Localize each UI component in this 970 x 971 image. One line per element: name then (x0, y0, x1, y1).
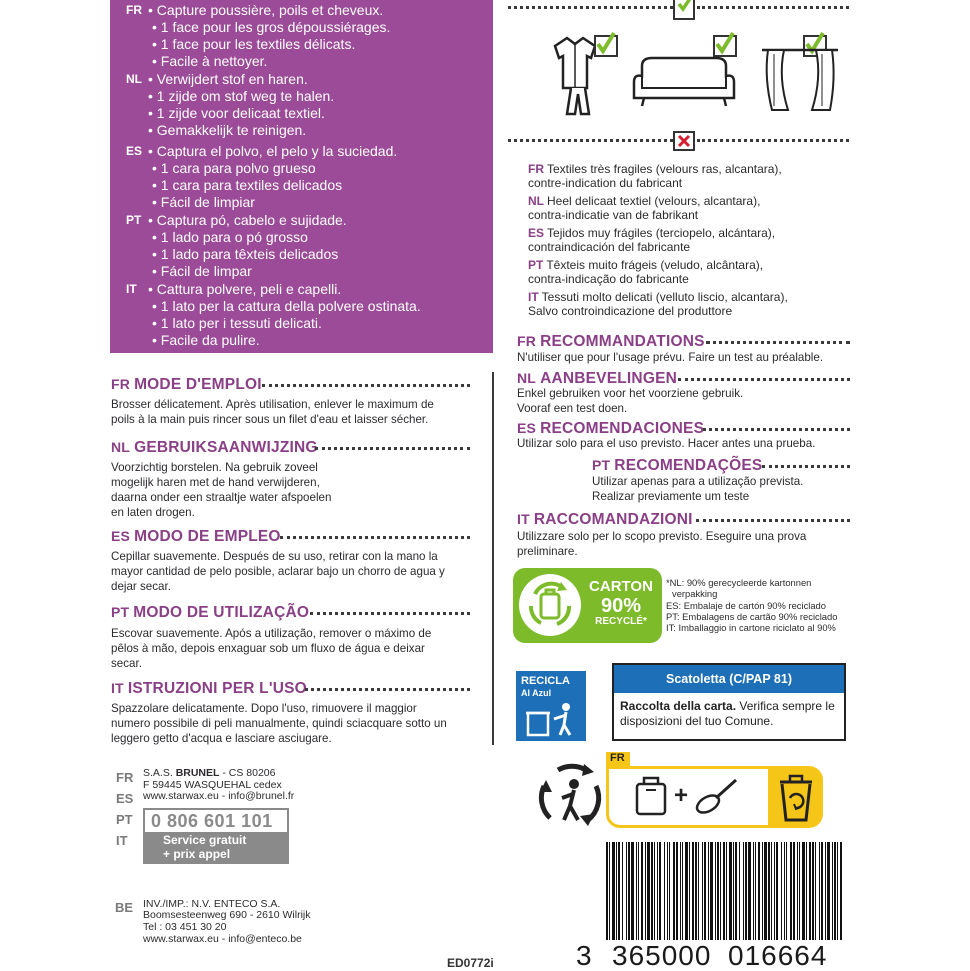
dotted-rule (508, 6, 673, 9)
barcode (606, 842, 842, 947)
feature-line: • 1 zijde om stof weg te halen. (148, 88, 335, 104)
reco-heading-fr: FR RECOMMANDATIONS (517, 333, 705, 350)
reco-text-nl: Vooraf een test doen. (517, 402, 628, 415)
barcode-bar (676, 842, 678, 940)
usage-heading-es: ES MODO DE EMPLEO (111, 528, 281, 545)
barcode-bar (647, 842, 650, 940)
dotted-rule (706, 341, 850, 344)
lang-label: IT (126, 282, 137, 296)
warning-line: contra-indicatie van de fabrikant (528, 208, 699, 222)
dotted-rule (310, 612, 470, 615)
feature-line: • 1 lato per la cattura della polvere ostinata. (152, 298, 421, 314)
check-icon (673, 0, 695, 20)
barcode-bar (821, 842, 823, 940)
barcode-bar (651, 842, 653, 940)
recycling-bin-icon (776, 772, 816, 824)
barcode-bar (616, 842, 617, 940)
barcode-bar (689, 842, 690, 940)
feature-line: • 1 lado para têxteis delicados (152, 246, 339, 262)
barcode-bar (626, 842, 627, 940)
carton-recycle: RECYCLÉ* (595, 616, 647, 627)
barcode-bar (797, 842, 798, 940)
reco-text-it: Utilizzare solo per lo scopo previsto. Eseguire una prova (517, 530, 807, 543)
barcode-bar (717, 842, 719, 940)
dotted-rule (697, 6, 849, 9)
dotted-rule (315, 447, 470, 450)
barcode-bar (657, 842, 658, 940)
barcode-bar (771, 842, 772, 940)
feature-line: • Capture poussière, poils et cheveux. (148, 2, 384, 18)
barcode-bar (802, 842, 805, 940)
feature-line: • 1 face pour les textiles délicats. (152, 36, 356, 52)
phone-service: + prix appel (163, 847, 231, 861)
barcode-bar (825, 842, 826, 940)
feature-line: • 1 face pour les gros dépoussiérages. (152, 19, 391, 35)
dotted-rule (762, 465, 850, 468)
barcode-bar (659, 842, 661, 940)
feature-line: • Fácil de limpiar (152, 194, 255, 210)
barcode-bar (609, 842, 610, 940)
cross-icon (673, 131, 695, 151)
usage-heading-it: IT ISTRUZIONI PER L'USO (111, 680, 307, 697)
barcode-bar (764, 842, 767, 940)
barcode-bar (781, 842, 782, 940)
feature-line: • Facile à nettoyer. (152, 53, 268, 69)
dotted-rule (508, 139, 673, 142)
barcode-bar (809, 842, 811, 940)
barcode-bar (606, 842, 608, 940)
box-icon (634, 774, 670, 818)
dotted-rule (697, 139, 849, 142)
barcode-bar (758, 842, 760, 940)
dotted-rule (262, 384, 470, 387)
carton-note: verpakking (672, 588, 718, 599)
barcode-bar (669, 842, 670, 940)
company-address: F 59445 WASQUEHAL cedex (143, 779, 282, 791)
info-tri-lang: FR (610, 752, 625, 764)
recycle-box-icon (521, 576, 579, 634)
barcode-bar (698, 842, 699, 940)
dotted-rule (280, 536, 470, 539)
reco-text-fr: N'utiliser que pour l'usage prévu. Faire un test au préalable. (517, 351, 824, 364)
feature-line: • 1 cara para polvo grueso (152, 160, 316, 176)
barcode-bar (685, 842, 688, 940)
barcode-bar (812, 842, 814, 940)
feature-line: • 1 lato per i tessuti delicati. (152, 315, 322, 331)
company-line: S.A.S. BRUNEL - CS 80206 (143, 767, 276, 779)
warning-line: ES Tejidos muy frágiles (terciopelo, alcántara), (528, 226, 776, 240)
barcode-bar (720, 842, 721, 940)
carton-note: ES: Embalaje de cartón 90% reciclado (666, 600, 826, 611)
scatoletta-box (612, 663, 846, 741)
barcode-digits-right: 016664 (728, 940, 828, 971)
barcode-bar (654, 842, 655, 940)
clothing-icon (545, 30, 630, 116)
barcode-bar (667, 842, 668, 940)
be-line: Tel : 03 451 30 20 (143, 921, 227, 933)
barcode-bar (733, 842, 734, 940)
column-divider (492, 372, 494, 745)
warning-line: contre-indication du fabricant (528, 176, 683, 190)
barcode-bar (708, 842, 709, 940)
phone-service: Service gratuit (163, 833, 247, 847)
carton-note: IT: Imballaggio in cartone riciclato al 90% (666, 622, 836, 633)
barcode-bar (815, 842, 816, 940)
barcode-bar (753, 842, 754, 940)
feature-line: • Verwijdert stof en haren. (148, 71, 308, 87)
barcode-bar (790, 842, 792, 940)
warning-line: PT Têxteis muito frágeis (veludo, alcântara), (528, 258, 764, 272)
barcode-bar (768, 842, 770, 940)
phone-number: 0 806 601 101 (151, 811, 273, 831)
contact-lang: FR (116, 770, 134, 785)
usage-text-it: Spazzolare delicatamente. Dopo l'uso, rimuovere il maggior numero possibile di peli manualmente, quindi sciacquare sotto un leggero getto d'acqua e lasciare asciugare. (111, 702, 447, 745)
barcode-bar (735, 842, 737, 940)
usage-text-es: Cepillar suavemente. Después de su uso, retirar con la mano la mayor cantidad de pelo posible, aclarar bajo un chorro de agua y dejar secar. (111, 550, 445, 593)
barcode-bar (784, 842, 785, 940)
lang-label: PT (126, 213, 142, 227)
barcode-bar (745, 842, 747, 940)
barcode-bar (692, 842, 694, 940)
dotted-rule (703, 428, 850, 431)
barcode-bar (673, 842, 675, 940)
contact-lang: ES (116, 791, 134, 806)
carton-recycled-logo (513, 568, 662, 643)
feature-line: • Cattura polvere, peli e capelli. (148, 281, 342, 297)
barcode-bar (726, 842, 727, 940)
barcode-bar (710, 842, 713, 940)
barcode-bar (739, 842, 740, 940)
usage-heading-nl: NL GEBRUIKSAANWIJZING (111, 439, 318, 456)
reco-heading-it: IT RACCOMANDAZIONI (517, 511, 693, 528)
barcode-bar (827, 842, 830, 940)
barcode-digits-left: 365000 (612, 940, 712, 971)
warning-line: contra-indicação do fabricante (528, 272, 689, 286)
barcode-bar (702, 842, 703, 940)
brush-icon (694, 774, 742, 818)
barcode-bar (682, 842, 683, 940)
barcode-bar (837, 842, 838, 940)
carton-note: PT: Embalagens de cartão 90% reciclado (666, 611, 838, 622)
barcode-bar (612, 842, 615, 940)
barcode-bar (628, 842, 630, 940)
company-web: www.starwax.eu - info@brunel.fr (143, 790, 295, 802)
carton-title: CARTON (589, 578, 653, 595)
reco-heading-pt: PT RECOMENDAÇÕES (592, 457, 763, 474)
reco-text-it: preliminare. (517, 545, 578, 558)
reco-text-pt: Realizar previamente um teste (592, 490, 750, 503)
recicla-azul-logo (516, 671, 586, 741)
dotted-rule (696, 519, 850, 522)
feature-line: • 1 lado para o pó grosso (152, 229, 308, 245)
usage-text-nl: Voorzichtig borstelen. Na gebruik zoveel mogelijk haren met de hand verwijderen, daarna onder een straaltje water afspoelen en laten drogen. (111, 461, 332, 519)
barcode-bar (819, 842, 820, 940)
barcode-bar (840, 842, 842, 940)
barcode-bar (695, 842, 697, 940)
triman-icon (538, 762, 604, 830)
features-panel (110, 0, 493, 353)
barcode-bar (645, 842, 646, 940)
feature-line: • 1 cara para textiles delicados (152, 177, 343, 193)
warning-line: Salvo controindicazione del produttore (528, 304, 733, 318)
warning-line: FR Textiles très fragiles (velours ras, alcantara), (528, 162, 782, 176)
barcode-bar (743, 842, 744, 940)
barcode-bar (832, 842, 833, 940)
barcode-bar (729, 842, 732, 940)
barcode-bar (638, 842, 639, 940)
barcode-bar (704, 842, 706, 940)
recicla-subtitle: Al Azul (521, 688, 552, 698)
reco-text-pt: Utilizar apenas para a utilização prevista. (592, 475, 804, 488)
lang-label: ES (126, 144, 143, 158)
barcode-bar (631, 842, 634, 940)
barcode-bar (793, 842, 795, 940)
contact-lang: BE (115, 900, 134, 915)
feature-line: • Facile da pulire. (152, 332, 260, 348)
warning-line: contraindicación del fabricante (528, 240, 691, 254)
scatoletta-text: Raccolta della carta. Verifica sempre le disposizioni del tuo Comune. (620, 699, 835, 728)
barcode-bar (776, 842, 778, 940)
barcode-bar (748, 842, 751, 940)
usage-heading-fr: FR MODE D'EMPLOI (111, 376, 262, 393)
barcode-bar (774, 842, 775, 940)
reco-text-es: Utilizar solo para el uso previsto. Hacer antes una prueba. (517, 437, 816, 450)
warning-line: NL Heel delicaat textiel (velours, alcantara), (528, 194, 761, 208)
barcode-bar (723, 842, 725, 940)
barcode-bar (664, 842, 665, 940)
usage-heading-pt: PT MODO DE UTILIZAÇÃO (111, 604, 310, 621)
barcode-bar (799, 842, 800, 940)
scatoletta-header: Scatoletta (C/PAP 81) (614, 665, 844, 693)
sofa-icon (630, 30, 742, 110)
barcode-bar (762, 842, 763, 940)
be-line: INV./IMP.: N.V. ENTECO S.A. (143, 898, 281, 910)
recycling-bin-person-icon (524, 701, 580, 737)
barcode-bar (680, 842, 681, 940)
barcode-bar (622, 842, 623, 940)
feature-line: • Captura pó, cabelo e sujidade. (148, 212, 347, 228)
contact-lang: PT (116, 812, 133, 827)
reco-text-nl: Enkel gebruiken voor het voorziene gebruik. (517, 387, 744, 400)
barcode-bar (618, 842, 620, 940)
barcode-bar (755, 842, 756, 940)
barcode-digit: 3 (576, 940, 593, 971)
barcode-bar (715, 842, 716, 940)
dotted-rule (305, 688, 470, 691)
be-line: www.starwax.eu - info@enteco.be (143, 933, 302, 945)
be-line: Boomsesteenweg 690 - 2610 Wilrijk (143, 909, 311, 921)
phone-box (143, 808, 289, 864)
carton-note: *NL: 90% gerecycleerde kartonnen (666, 577, 812, 588)
feature-line: • 1 zijde voor delicaat textiel. (148, 105, 325, 121)
barcode-bar (641, 842, 643, 940)
reference-code: ED0772i (447, 956, 494, 970)
reco-heading-es: ES RECOMENDACIONES (517, 420, 705, 437)
curtain-icon (760, 30, 855, 112)
feature-line: • Gemakkelijk te reinigen. (148, 122, 307, 138)
usage-text-fr: Brosser délicatement. Après utilisation, enlever le maximum de poils à la main puis rincer sous un filet d'eau et laisser sécher. (111, 398, 434, 426)
barcode-bar (806, 842, 807, 940)
usage-text-pt: Escovar suavemente. Após a utilização, remover o máximo de pêlos à mão, depois enxaguar sob um fluxo de água e deixar secar. (111, 627, 432, 670)
barcode-bar (636, 842, 637, 940)
barcode-bar (834, 842, 836, 940)
lang-label: NL (126, 72, 142, 86)
contact-lang: IT (116, 833, 128, 848)
recicla-title: RECICLA (521, 675, 570, 687)
feature-line: • Fácil de limpar (152, 263, 252, 279)
dotted-rule (678, 378, 850, 381)
barcode-bar (786, 842, 787, 940)
plus-icon: + (674, 782, 689, 809)
warning-line: IT Tessuti molto delicati (velluto liscio, alcantara), (528, 290, 788, 304)
carton-percent: 90% (600, 595, 642, 617)
reco-heading-nl: NL AANBEVELINGEN (517, 370, 678, 387)
info-tri-block (606, 752, 823, 829)
feature-line: • Captura el polvo, el pelo y la suciedad. (148, 143, 398, 159)
lang-label: FR (126, 3, 142, 17)
